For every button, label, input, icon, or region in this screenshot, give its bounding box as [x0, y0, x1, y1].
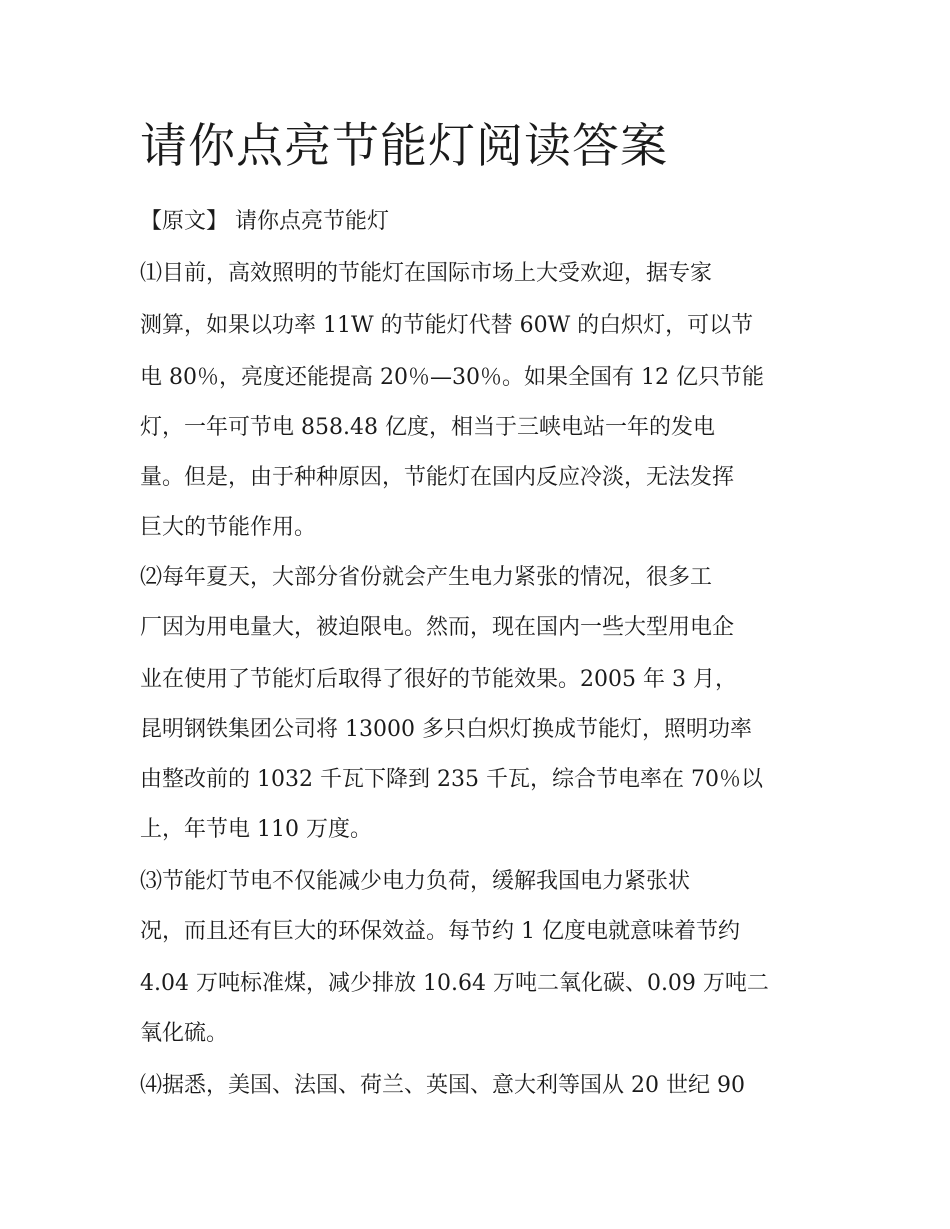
paragraph-2-line-5: 由整改前的 1032 千瓦下降到 235 千瓦，综合节电率在 70％以 [140, 767, 763, 792]
paragraph-2-line-4: 昆明钢铁集团公司将 13000 多只白炽灯换成节能灯，照明功率 [140, 717, 752, 742]
paragraph-1-line-6: 巨大的节能作用。 [140, 515, 317, 540]
paragraph-3-line-1: ⑶节能灯节电不仅能减少电力负荷，缓解我国电力紧张状 [140, 869, 691, 894]
paragraph-3-line-2: 况，而且还有巨大的环保效益。每节约 1 亿度电就意味着节约 [140, 919, 740, 944]
paragraph-1-line-1: ⑴目前，高效照明的节能灯在国际市场上大受欢迎，据专家 [140, 261, 713, 286]
page-title: 请你点亮节能灯阅读答案 [140, 119, 668, 174]
section-heading: 【原文】 请你点亮节能灯 [140, 209, 389, 234]
paragraph-3-line-4: 氧化硫。 [140, 1021, 229, 1046]
paragraph-2-line-1: ⑵每年夏天，大部分省份就会产生电力紧张的情况，很多工 [140, 565, 713, 590]
paragraph-1-line-4: 灯，一年可节电 858.48 亿度，相当于三峡电站一年的发电 [140, 415, 715, 440]
paragraph-1-line-5: 量。但是，由于种种原因，节能灯在国内反应冷淡，无法发挥 [140, 465, 735, 490]
paragraph-4-line-1: ⑷据悉，美国、法国、荷兰、英国、意大利等国从 20 世纪 90 [140, 1073, 745, 1098]
paragraph-2-line-6: 上，年节电 110 万度。 [140, 817, 372, 842]
paragraph-1-line-2: 测算，如果以功率 11W 的节能灯代替 60W 的白炽灯，可以节 [140, 313, 754, 338]
paragraph-2-line-3: 业在使用了节能灯后取得了很好的节能效果。2005 年 3 月， [140, 667, 737, 692]
paragraph-2-line-2: 厂因为用电量大，被迫限电。然而，现在国内一些大型用电企 [140, 615, 735, 640]
paragraph-1-line-3: 电 80％，亮度还能提高 20％—30％。如果全国有 12 亿只节能 [140, 365, 764, 390]
paragraph-3-line-3: 4.04 万吨标准煤，减少排放 10.64 万吨二氧化碳、0.09 万吨二 [140, 971, 769, 996]
